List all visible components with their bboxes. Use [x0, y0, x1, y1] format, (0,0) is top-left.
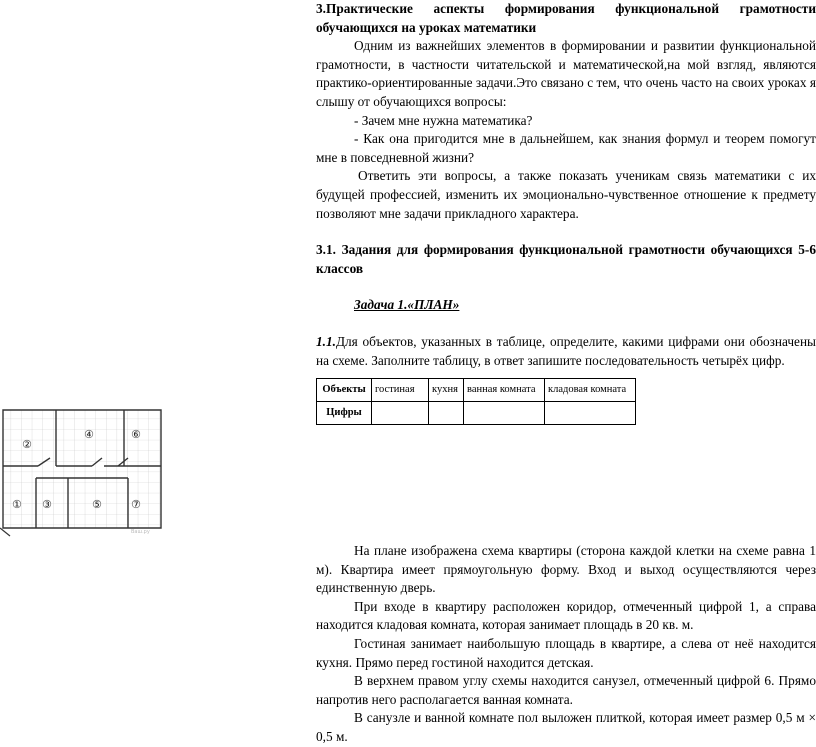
plan-label-6: ⑥: [131, 428, 141, 441]
table-cell: кухня: [429, 379, 464, 402]
plan-watermark: Ваш.ру: [131, 529, 150, 535]
table-row: [317, 379, 636, 402]
description-paragraph: Гостиная занимает наибольшую площадь в квартире, а слева от неё находится кухня. Прямо перед гостиной находится детская.: [316, 635, 816, 670]
question-2: - Как она пригодится мне в дальнейшем, как знания формул и теорем помогут мне в повседневной жизни?: [316, 131, 816, 165]
subsection-title: 3.1. Задания для формирования функциональной грамотности обучающихся 5-6 классов: [316, 242, 816, 276]
description-paragraph: При входе в квартиру расположен коридор, отмеченный цифрой 1, а справа находится кладовая комната, которая занимает площадь в 20 кв. м.: [316, 598, 816, 633]
apartment-plan: [0, 408, 170, 543]
task-title: Задача 1.«ПЛАН»: [354, 297, 460, 313]
table-cell: кладовая комната: [545, 379, 636, 402]
section-title: 3.Практические аспекты формирования функциональной грамотности обучающихся на уроках математики: [316, 1, 816, 35]
task-body: Для объектов, указанных в таблице, определите, какими цифрами они обозначены на схеме. Заполните таблицу, в ответ запишите последовательность четырёх цифр.: [316, 333, 816, 368]
plan-label-5: ⑤: [92, 498, 102, 511]
table-header-objects: Объекты: [317, 379, 372, 402]
answer-cell[interactable]: [545, 402, 636, 425]
plan-label-3: ③: [42, 498, 52, 511]
answer-cell[interactable]: [429, 402, 464, 425]
plan-label-1: ①: [12, 498, 22, 511]
main-column: [316, 0, 816, 425]
table-row: [317, 402, 636, 425]
plan-label-4: ④: [84, 428, 94, 441]
answer-table: [316, 378, 636, 425]
plan-label-7: ⑦: [131, 498, 141, 511]
description-paragraph: В верхнем правом углу схемы находится санузел, отмеченный цифрой 6. Прямо напротив него располагается ванная комната.: [316, 673, 816, 707]
task-number: 1.1.: [316, 333, 336, 349]
answer-cell[interactable]: [464, 402, 545, 425]
table-cell: ванная комната: [464, 379, 545, 402]
table-header-digits: Цифры: [317, 402, 372, 425]
paragraph: Ответить эти вопросы, а также показать ученикам связь математики с их будущей профессией, изменить их эмоционально-чувственное отношение к предмету позволяют мне задачи прикладного характера.: [316, 168, 816, 221]
table-cell: гостиная: [372, 379, 429, 402]
description-column: [316, 542, 816, 747]
plan-label-2: ②: [22, 438, 32, 451]
description-paragraph: В санузле и ванной комнате пол выложен плиткой, которая имеет размер 0,5 м × 0,5 м.: [316, 710, 816, 744]
answer-cell[interactable]: [372, 402, 429, 425]
question-1: - Зачем мне нужна математика?: [354, 112, 533, 128]
paragraph: Одним из важнейших элементов в формировании и развитии функциональной грамотности, в частности читательской и математической,на мой взгляд, являются практико-ориентированные задачи.Это связано с тем, что очень часто на своих уроках я слышу от обучающихся вопросы:: [316, 38, 816, 109]
description-paragraph: На плане изображена схема квартиры (сторона каждой клетки на схеме равна 1 м). Квартира имеет прямоугольную форму. Вход и выход осуществляются через единственную дверь.: [316, 543, 816, 596]
task-text: [316, 333, 816, 370]
